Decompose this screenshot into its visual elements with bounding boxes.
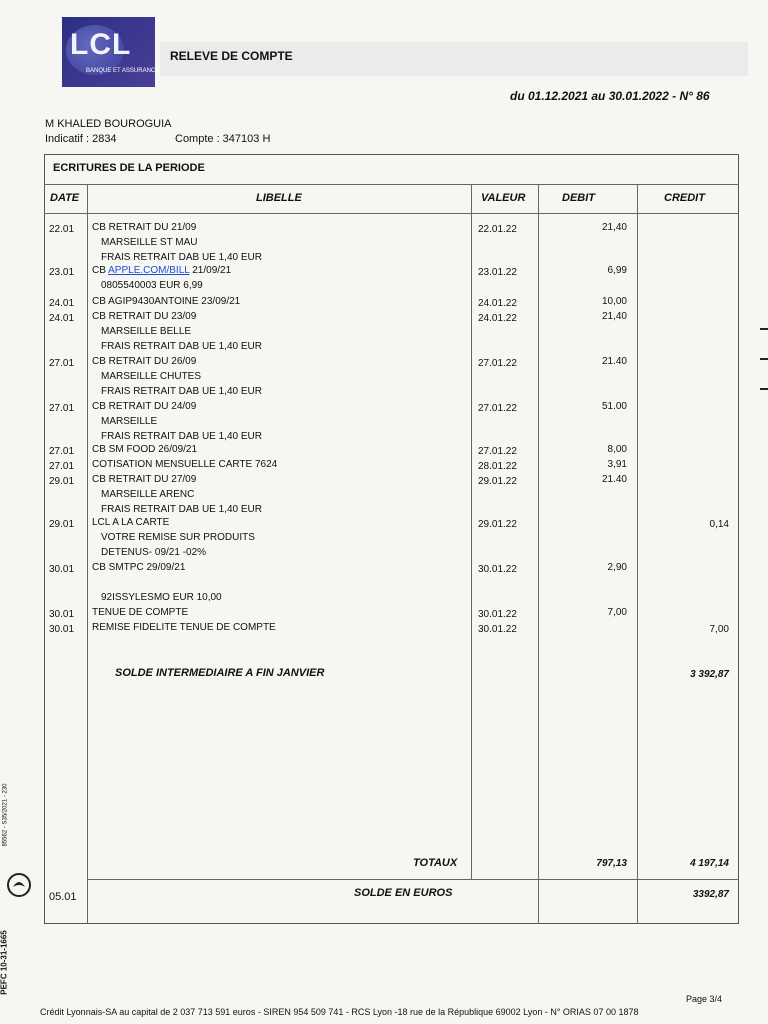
row-date: 30.01 [49,564,75,575]
row-value-date: 23.01.22 [478,267,517,278]
column-divider [637,184,638,924]
edge-tick [760,358,768,360]
client-account: Compte : 347103 H [175,133,271,145]
logo-text: LCL [70,28,132,61]
row-label: 92ISSYLESMO EUR 10,00 [101,592,222,603]
page-number: Page 3/4 [686,994,723,1004]
totaux-debit: 797,13 [596,858,627,869]
row-debit: 6,99 [607,265,627,276]
col-header-libelle: LIBELLE [256,192,302,204]
row-date: 27.01 [49,461,75,472]
row-value-date: 30.01.22 [478,624,517,635]
statement-period: du 01.12.2021 au 30.01.2022 - N° 86 [510,89,710,103]
col-header-valeur: VALEUR [481,192,526,204]
row-date: 27.01 [49,446,75,457]
solde-euros-label: SOLDE EN EUROS [354,887,453,899]
merchant-link[interactable]: APPLE.COM/BILL [108,265,190,276]
pefc-text: PEFC 10-31-1665 [0,930,9,995]
col-header-debit: DEBIT [562,192,595,204]
lcl-logo [62,17,160,87]
row-debit: 7,00 [607,607,627,618]
solde-euros-value: 3392,87 [692,889,729,900]
col-header-credit: CREDIT [664,192,705,204]
row-date: 27.01 [49,358,75,369]
row-debit: 21.40 [601,474,627,485]
row-label: CB AGIP9430ANTOINE 23/09/21 [92,296,241,307]
row-value-date: 28.01.22 [478,461,517,472]
row-label: MARSEILLE CHUTES [101,371,202,382]
row-debit: 21,40 [601,222,627,233]
row-label: CB RETRAIT DU 23/09 [92,311,197,322]
row-label: CB SMTPC 29/09/21 [92,562,186,573]
row-label: MARSEILLE ST MAU [101,237,198,248]
row-label: FRAIS RETRAIT DAB UE 1,40 EUR [101,386,262,397]
row-value-date: 24.01.22 [478,298,517,309]
row-value-date: 27.01.22 [478,446,517,457]
side-code-text: 85562 - S35/2021 - 230 [2,783,9,847]
row-debit: 8,00 [607,444,627,455]
row-label: REMISE FIDELITE TENUE DE COMPTE [92,622,276,633]
edge-tick [760,388,768,390]
row-label: DETENUS- 09/21 -02% [101,547,207,558]
row-date: 30.01 [49,609,75,620]
logo-subtitle: BANQUE ET ASSURANCE [86,68,160,74]
row-label: MARSEILLE [101,416,158,427]
row-label: COTISATION MENSUELLE CARTE 7624 [92,459,278,470]
side-print-code [2,780,20,860]
row-label: 0805540003 EUR 6,99 [101,280,203,291]
row-date: 30.01 [49,624,75,635]
row-debit: 2,90 [607,562,627,573]
table-divider [44,213,739,214]
row-value-date: 27.01.22 [478,403,517,414]
col-header-date: DATE [50,192,80,204]
solde-date: 05.01 [49,891,77,903]
row-value-date: 30.01.22 [478,609,517,620]
row-label: VOTRE REMISE SUR PRODUITS [101,532,255,543]
row-label: FRAIS RETRAIT DAB UE 1,40 EUR [101,341,262,352]
row-date: 22.01 [49,224,75,235]
row-label: LCL A LA CARTE [92,517,170,528]
totaux-credit: 4 197,14 [690,858,729,869]
row-value-date: 27.01.22 [478,358,517,369]
pefc-label [0,918,22,1014]
row-credit: 0,14 [709,519,729,530]
row-debit: 21,40 [601,311,627,322]
row-date: 29.01 [49,519,75,530]
pefc-logo-icon [6,872,32,898]
row-value-date: 29.01.22 [478,519,517,530]
row-date: 24.01 [49,298,75,309]
row-label: FRAIS RETRAIT DAB UE 1,40 EUR [101,504,262,515]
row-label: CB RETRAIT DU 24/09 [92,401,197,412]
row-value-date: 30.01.22 [478,564,517,575]
totaux-label: TOTAUX [413,857,458,869]
solde-intermediaire-value: 3 392,87 [690,669,729,680]
row-label: MARSEILLE BELLE [101,326,192,337]
legal-footer: Crédit Lyonnais-SA au capital de 2 037 713 591 euros - SIREN 954 509 741 - RCS Lyon -18 rue de la République 69002 Lyon - N° ORIAS 07 00 1878 [40,1007,639,1017]
row-date: 27.01 [49,403,75,414]
edge-tick [760,328,768,330]
row-label: CB SM FOOD 26/09/21 [92,444,198,455]
row-date: 29.01 [49,476,75,487]
row-label: CB APPLE.COM/BILL 21/09/21 [92,265,232,276]
table-divider [87,879,739,880]
row-date: 24.01 [49,313,75,324]
table-divider [44,184,739,185]
column-divider [538,184,539,924]
row-value-date: 22.01.22 [478,224,517,235]
client-indicatif: Indicatif : 2834 [45,133,117,145]
client-name: M KHALED BOUROGUIA [45,118,172,130]
row-date: 23.01 [49,267,75,278]
row-debit: 10,00 [601,296,627,307]
column-divider [471,184,472,879]
row-value-date: 29.01.22 [478,476,517,487]
row-credit: 7,00 [709,624,729,635]
row-label: CB RETRAIT DU 27/09 [92,474,197,485]
row-label: CB RETRAIT DU 26/09 [92,356,197,367]
row-debit: 51.00 [601,401,627,412]
row-label: CB RETRAIT DU 21/09 [92,222,197,233]
solde-intermediaire-label: SOLDE INTERMEDIAIRE A FIN JANVIER [115,667,325,679]
row-debit: 3,91 [607,459,627,470]
row-value-date: 24.01.22 [478,313,517,324]
section-title: ECRITURES DE LA PERIODE [53,162,205,174]
row-debit: 21.40 [601,356,627,367]
row-label: TENUE DE COMPTE [92,607,189,618]
row-label: MARSEILLE ARENC [101,489,195,500]
document-title: RELEVE DE COMPTE [170,49,293,63]
column-divider [87,184,88,924]
row-label: FRAIS RETRAIT DAB UE 1,40 EUR [101,431,262,442]
row-label: FRAIS RETRAIT DAB UE 1,40 EUR [101,252,262,263]
